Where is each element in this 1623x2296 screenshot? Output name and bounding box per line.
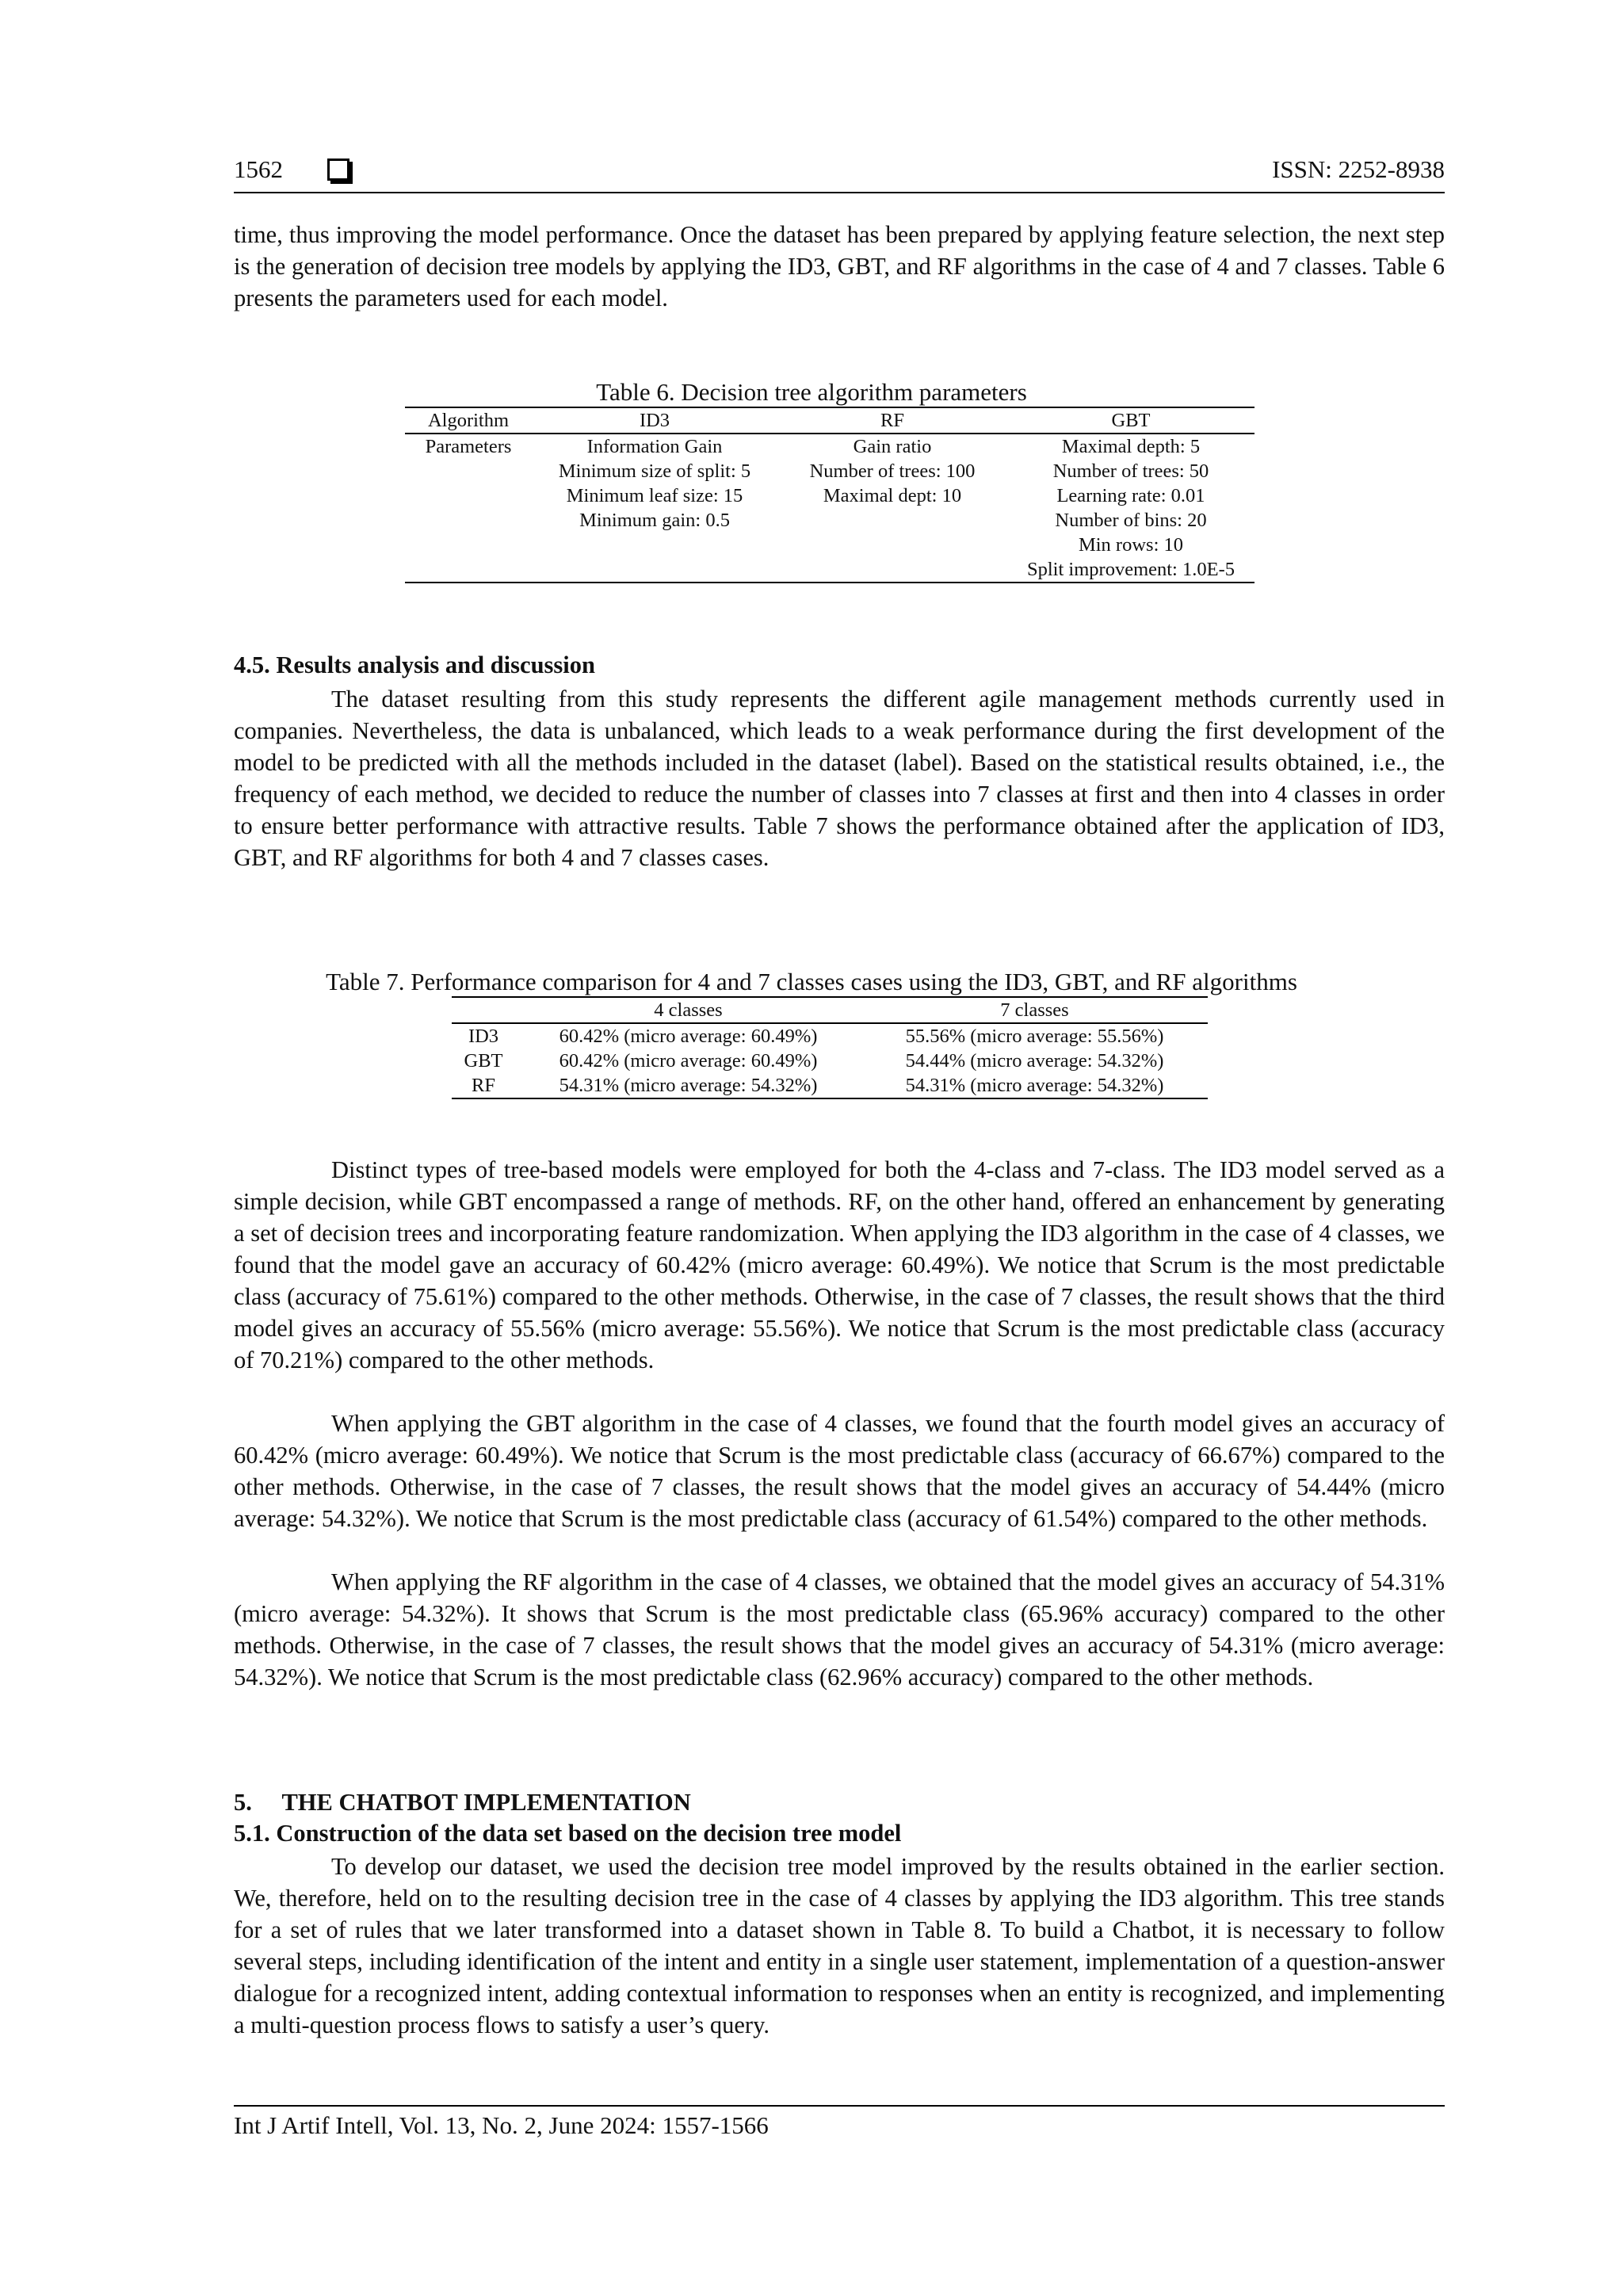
table-cell: 60.42% (micro average: 60.49%) <box>559 1026 818 1047</box>
discussion-paragraph-gbt: When applying the GBT algorithm in the case of 4 classes, we found that the fourth model gives an accuracy of 60.42% (micro average: 60.49%). We notice that Scrum is the most predictable class (accuracy of 66.67%) compared to the other methods. Otherwise, in the case of 7 classes, the result shows that the model gives an accuracy of 54.44% (micro average: 54.32%). We notice that Scrum is the most predictable class (accuracy of 61.54%) compared to the other methods. <box>234 1410 1445 1532</box>
section-4-5-paragraph: The dataset resulting from this study represents the different agile management methods currently used in companies. Nevertheless, the data is unbalanced, which leads to a weak performance during the first development of the model to be predicted with all the methods included in the dataset (label). Based on the statistical results obtained, i.e., the frequency of each method, we decided to reduce the number of classes into 7 classes at first and then into 4 classes in order to ensure better performance with attractive results. Table 7 shows the performance obtained after the application of ID3, GBT, and RF algorithms for both 4 and 7 classes cases. <box>234 686 1445 871</box>
table-cell: RF <box>452 1073 515 1098</box>
table6-gbt-params: Maximal depth: 5 Number of trees: 50 Learning rate: 0.01 Number of bins: 20 Min rows: 10 Split improvement: 1.0E-5 <box>1007 434 1254 583</box>
intro-paragraph: time, thus improving the model performance. Once the dataset has been prepared by applying feature selection, the next step is the generation of decision tree models by applying the ID3, GBT, and RF algorithms in the case of 4 and 7 classes. Table 6 presents the parameters used for each model. <box>234 221 1445 311</box>
table7-header <box>452 997 515 1023</box>
table-cell: 60.42% (micro average: 60.49%) <box>559 1050 818 1072</box>
table-cell: ID3 <box>468 1026 499 1047</box>
table7 <box>452 996 1208 1099</box>
table-cell: 55.56% (micro average: 55.56%) <box>905 1026 1164 1047</box>
table-cell: GBT <box>464 1050 503 1072</box>
table-row <box>452 1023 1208 1049</box>
table6-header: Algorithm <box>405 407 532 434</box>
table6 <box>405 407 1254 583</box>
table-cell: 54.31% (micro average: 54.32%) <box>515 1073 861 1098</box>
table-row <box>452 1049 1208 1073</box>
table-row <box>452 1073 1208 1098</box>
table-row <box>405 434 1254 583</box>
section-5-1-paragraph: To develop our dataset, we used the decision tree model improved by the results obtained in the earlier section. We, therefore, held on to the resulting decision tree in the case of 4 classes by applying the ID3 algorithm. This tree stands for a set of rules that we later transformed into a dataset shown in Table 8. To build a Chatbot, it is necessary to follow several steps, including identification of the intent and entity in a single user statement, implementation of a question-answer dialogue for a recognized intent, adding contextual information to responses when an entity is recognized, and implementing a multi-question process flows to satisfy a user’s query. <box>234 1853 1445 2038</box>
table6-header: GBT <box>1007 407 1254 434</box>
table-cell: 54.44% (micro average: 54.32%) <box>905 1050 1164 1072</box>
section-5-1-heading: 5.1. Construction of the data set based on the decision tree model <box>234 1820 902 1847</box>
discussion-paragraph-id3: Distinct types of tree-based models were employed for both the 4-class and 7-class. The ID3 model served as a simple decision, while GBT encompassed a range of methods. RF, on the other hand, offered an enhancement by generating a set of decision trees and incorporating feature randomization. When applying the ID3 algorithm in the case of 4 classes, we found that the model gave an accuracy of 60.42% (micro average: 60.49%). We notice that Scrum is the most predictable class (accuracy of 75.61%) compared to the other methods. Otherwise, in the case of 7 classes, the result shows that the third model gives an accuracy of 55.56% (micro average: 55.56%). We notice that Scrum is the most predictable class (accuracy of 70.21%) compared to the other methods. <box>234 1156 1445 1373</box>
discussion-paragraph-rf: When applying the RF algorithm in the case of 4 classes, we obtained that the model gives an accuracy of 54.31% (micro average: 54.32%). It shows that Scrum is the most predictable class (65.96% accuracy) compared to the other methods. Otherwise, in the case of 7 classes, the result shows that the model gives an accuracy of 54.31% (micro average: 54.32%). We notice that Scrum is the most predictable class (62.96% accuracy) compared to the other methods. <box>234 1568 1445 1690</box>
square-bullet-icon <box>327 159 349 181</box>
table6-header: RF <box>777 407 1007 434</box>
page-number: 1562 <box>234 155 283 183</box>
page-header <box>234 155 1445 193</box>
section-4-5-heading: 4.5. Results analysis and discussion <box>234 651 595 678</box>
table7-header: 4 classes <box>515 997 861 1023</box>
table-cell: 54.31% (micro average: 54.32%) <box>861 1073 1208 1098</box>
section-5-heading: 5. THE CHATBOT IMPLEMENTATION <box>234 1789 691 1816</box>
table7-caption: Table 7. Performance comparison for 4 and 7 classes cases using the ID3, GBT, and RF algorithms <box>326 968 1297 995</box>
page-footer: Int J Artif Intell, Vol. 13, No. 2, June 2024: 1557-1566 <box>234 2105 1445 2140</box>
table6-id3-params: Information Gain Minimum size of split: 5 Minimum leaf size: 15 Minimum gain: 0.5 <box>532 434 777 583</box>
table6-caption: Table 6. Decision tree algorithm parameters <box>596 378 1027 406</box>
table6-header: ID3 <box>532 407 777 434</box>
table7-header: 7 classes <box>861 997 1208 1023</box>
table6-rf-params: Gain ratio Number of trees: 100 Maximal dept: 10 <box>777 434 1007 583</box>
table6-row-label: Parameters <box>405 434 532 583</box>
issn-label: ISSN: 2252-8938 <box>1272 155 1445 183</box>
